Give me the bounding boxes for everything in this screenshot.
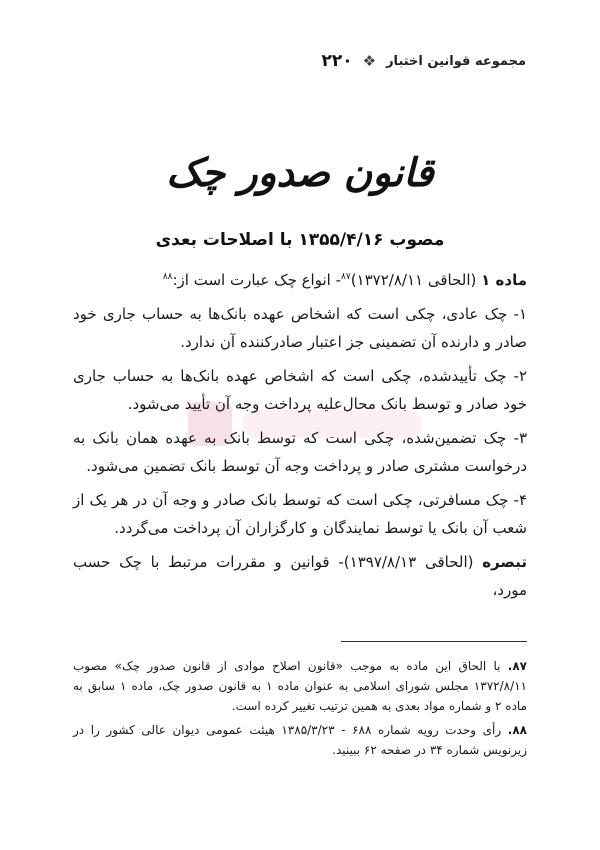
book-title: مجموعه قوانین اختبار — [386, 53, 526, 69]
footnote-text: با الحاق این ماده به موجب «قانون اصلاح موادی از قانون صدور چک» مصوب ۱۳۷۲/۸/۱۱ مجلس شورای اسلامی به عنوان ماده ۱ به قانون صدور چک، ماده ۱ سابق به ماده ۲ و شماره مواد بعدی به همین ترتیب تغییر کرده است. — [73, 659, 527, 713]
check-type-3: ۳- چک تضمین‌شده، چکی است که توسط بانک به عهده همان بانک به درخواست مشتری صادر و پرداخت وجه آن توسط بانک تضمین می‌شود. — [73, 429, 527, 475]
check-type-4: ۴- چک مسافرتی، چکی است که توسط بانک صادر و وجه آن در هر یک از شعب آن بانک یا توسط نمایندگان و کارگزاران آن پرداخت می‌گردد. — [73, 491, 527, 537]
article-body — [73, 263, 527, 610]
footnote-number: ۸۸. — [507, 723, 527, 737]
note-label: تبصره — [482, 553, 527, 571]
footnote-87 — [73, 656, 527, 716]
ornament-icon: ❖ — [362, 52, 377, 70]
footnote-ref-88: ۸۸ — [162, 272, 173, 282]
check-type-2: ۲- چک تأییدشده، چکی است که اشخاص عهده بانک‌ها به حساب جاری خود صادر و توسط بانک محال‌علیه پرداخت وجه آن تأیید می‌شود. — [73, 367, 527, 413]
footnote-number: ۸۷. — [507, 659, 528, 673]
article-1 — [73, 263, 527, 294]
article-amendment: (الحاقی ۱۳۷۲/۸/۱۱) — [350, 271, 477, 289]
note-paragraph — [73, 548, 527, 604]
footnote-text: رأی وحدت رویه شماره ۶۸۸ - ۱۳۸۵/۳/۲۳ هیئت عمومی دیوان عالی کشور را در زیرنویس شماره ۳۴ در صفحه ۶۲ ببینید. — [73, 723, 527, 757]
page-number: ۲۲۰ — [321, 51, 353, 71]
running-header — [74, 46, 526, 76]
note-text: (الحاقی ۱۳۹۷/۸/۱۳)- قوانین و مقررات مرتبط با چک حسب مورد، — [73, 553, 527, 599]
article-label: ماده ۱ — [481, 271, 527, 289]
footnotes — [73, 656, 527, 764]
footnote-ref-87: ۸۷ — [341, 272, 351, 282]
check-type-1: ۱- چک عادی، چکی است که اشخاص عهده بانک‌ها به حساب جاری خود صادر و دارنده آن تضمینی جز اعتبار صادرکننده آن ندارد. — [73, 305, 527, 351]
footnote-88 — [73, 720, 527, 760]
law-title: قانون صدور چک — [166, 150, 434, 196]
article-intro: - انواع چک عبارت است از: — [172, 271, 342, 289]
footnote-divider — [341, 641, 527, 642]
law-subtitle: مصوب ۱۳۵۵/۴/۱۶ با اصلاحات بعدی — [155, 230, 445, 250]
